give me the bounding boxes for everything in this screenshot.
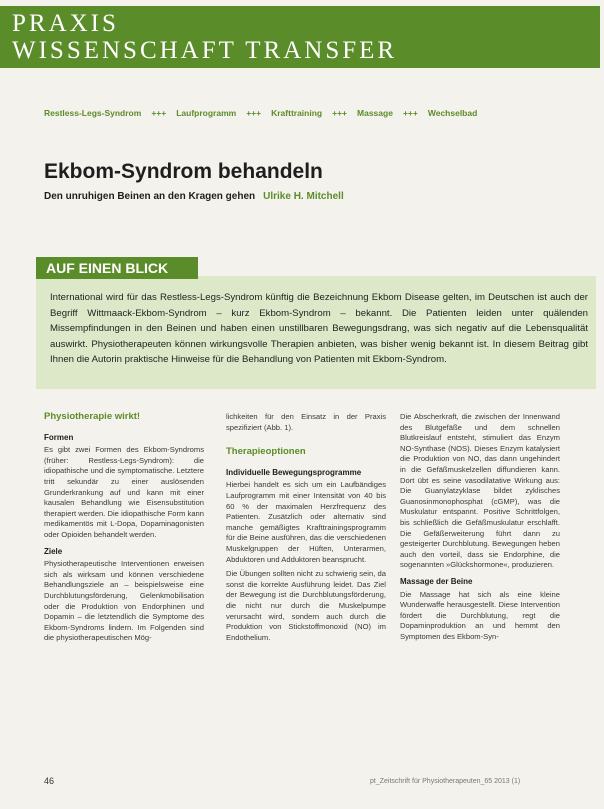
summary-text: International wird für das Restless-Legs-Syndrom künftig die Bezeichnung Ekbom Disease gelten, im Deutschen ist auch der Begriff Wittmaack-Ekbom-Syndrom – kurz Ekbom-Syndrom – bekannt. Die Patienten leiden unter quälenden Missempfindungen in den Beinen und haben einen unstillbaren Bewegungsdrang, was sich negativ auf die Lebensqualität auswirkt. Physiotherapeuten können wirkungsvolle Therapien anbieten, was bisher wenig bekannt ist. In diesem Beitrag gibt Ihnen die Autorin praktische Hinweise für die Behandlung von Patienten mit Ekbom-Syndrom.: [50, 292, 588, 365]
page-number: 46: [44, 776, 55, 786]
paragraph: Die Massage hat sich als eine kleine Wunderwaffe herausgestellt. Diese Intervention fördert die Durchblutung, regt die Dopaminproduktion an und hemmt den Symptomen des Ekbom-Syn-: [400, 589, 560, 641]
article-subtitle: [44, 191, 344, 202]
topic-separator: +++: [402, 108, 418, 118]
column-2: [226, 412, 386, 647]
topic-separator: +++: [246, 108, 262, 118]
section-heading: Therapieoptionen: [226, 446, 306, 458]
topic-list: [44, 108, 477, 118]
topic-separator: +++: [332, 108, 348, 118]
subheading: Individuelle Bewegungsprogramme: [226, 467, 362, 477]
author-name: Ulrike H. Mitchell: [263, 191, 344, 202]
subheading: Ziele: [44, 546, 63, 556]
subheading: Formen: [44, 432, 74, 442]
column-1: [44, 412, 204, 648]
column-3: [400, 412, 560, 646]
banner-line-1: PRAXIS: [12, 10, 119, 37]
article-title: Ekbom-Syndrom behandeln: [44, 160, 323, 183]
topic-item: Wechselbad: [427, 108, 478, 118]
banner-line-2: WISSENSCHAFT TRANSFER: [12, 37, 398, 64]
subtitle-text: Den unruhigen Beinen an den Kragen gehen: [44, 191, 256, 202]
section-banner: [0, 6, 600, 68]
topic-item: Krafttraining: [271, 108, 323, 118]
topic-separator: +++: [151, 108, 167, 118]
paragraph: Es gibt zwei Formen des Ekbom-Syndroms (früher: Restless-Legs-Syndrom): die idiopathische und die symptomatische. Letztere tritt sekundär zu einer auslösenden Grunderkrankung auf und kann mit einer kausalen Behandlung wie Eisensubstitution therapiert werden. Die idiopathische Form kann medikamentös mit L-Dopa, Dopaminagonisten oder Opioiden behandelt werden.: [44, 445, 204, 539]
paragraph: Physiotherapeutische Interventionen erweisen sich als wirksam und können verschiedene Behandlungsziele an – beispielsweise eine Durchblutungsförderung, Gelenkmobilisation oder die Produktion von Endorphinen und Dopamin – die letztendlich die Symptome des Ekbom-Syndroms lindern. Im Folgenden sind die physiotherapeutischen Mög-: [44, 559, 204, 643]
paragraph: Hierbei handelt es sich um ein Laufbändiges Laufprogramm mit einer Intensität von 40 bis 60 % der maximalen Herzfrequenz des Patienten. Zusätzlich oder alternativ sind manche gemäßigtes Krafttrainingsprogramm für die Beine ausführen, das die verschiedenen Muskelgruppen der Hüften, Unterarmen, Abduktoren und Adduktoren beansprucht.: [226, 480, 386, 564]
topic-item: Massage: [357, 108, 393, 118]
footer-file-info: pt_Zeitschrift für Physiotherapeuten_65 2013 (1): [370, 778, 521, 785]
summary-heading: AUF EINEN BLICK: [36, 257, 198, 279]
topic-item: Restless-Legs-Syndrom: [44, 108, 142, 118]
paragraph: Die Abscherkraft, die zwischen der Innenwand des Blutgefäße und dem schnellen Blutkreislauf entsteht, stimuliert das Enzym NO-Synthase (NOS). Dieses Enzym katalysiert die Produktion von NO, das dann ungehindert in die Gefäßmuskelzellen diffundieren kann. Dort übt es seine vasodilatative Wirkung aus: Die Guanylatzyklase bildet zyklisches Guanosinmonophosphat (cGMP), was die Muskulatur entspannt. Positive Schrittfolgen, bis schließlich die Gefäßmuskulatur erschlafft. Die Gefäßerweiterung führt dann zu gesteigerter Durchblutung. Bewegungen heben auch den vorteil, dass sie Endorphine, die sogenannten »Glückshormone«, produzieren.: [400, 412, 560, 570]
topic-item: Laufprogramm: [176, 108, 237, 118]
paragraph: Die Übungen sollten nicht zu schwierig sein, da sonst die korrekte Ausführung leidet. Das Ziel der Bewegung ist die Durchblutungsförderung, die nicht nur durch die Muskelpumpe verursacht wird, sondern auch durch die Produktion von Stickstoffmonoxid (NO) im Endothelium.: [226, 569, 386, 642]
subheading: Massage der Beine: [400, 576, 473, 586]
paragraph: lichkeiten für den Einsatz in der Praxis spezifiziert (Abb. 1).: [226, 412, 386, 432]
section-heading: Physiotherapie wirkt!: [44, 411, 141, 422]
